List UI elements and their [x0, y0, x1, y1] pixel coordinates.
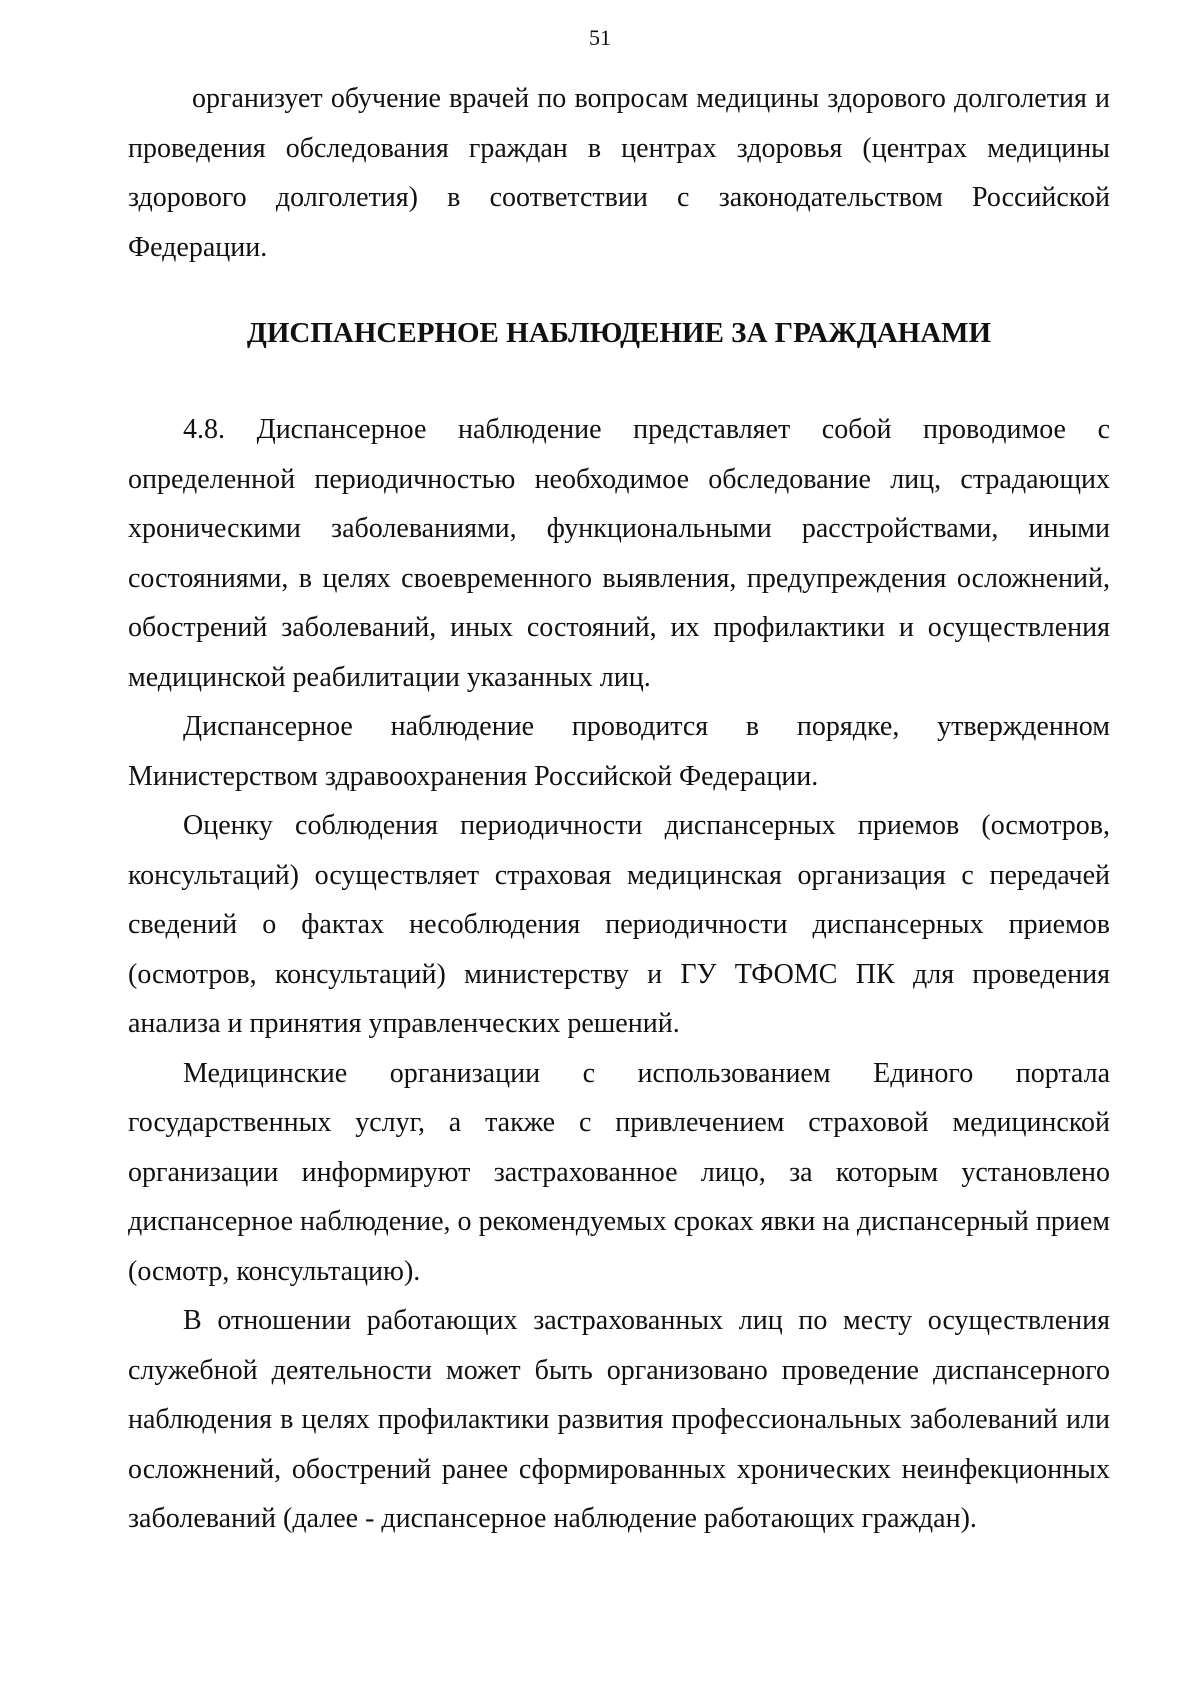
paragraph-procedure: Диспансерное наблюдение проводится в порядке, утвержденном Министерством здравоохранения Российской Федерации. — [128, 711, 1110, 792]
paragraph-working-citizens: В отношении работающих застрахованных лиц по месту осуществления служебной деятельности может быть организовано проведение диспансерного наблюдения в целях профилактики развития профессиональных заболеваний или осложнений, обострений ранее сформированных хронических неинфекционных заболеваний (далее - диспансерное наблюдение работающих граждан). — [128, 1305, 1110, 1534]
paragraph-informing: Медицинские организации с использованием Единого портала государственных услуг, а также с привлечением страховой медицинской организации информируют застрахованное лицо, за которым установлено диспансерное наблюдение, о рекомендуемых сроках явки на диспансерный прием (осмотр, консультацию). — [128, 1057, 1110, 1287]
document-body — [128, 74, 1110, 1544]
paragraph-4-8: 4.8. Диспансерное наблюдение представляет собой проводимое с определенной периодичностью необходимое обследование лиц, страдающих хроническими заболеваниями, функциональными расстройствами, иными состояниями, в целях своевременного выявления, предупреждения осложнений, обострений заболеваний, иных состояний, их профилактики и осуществления медицинской реабилитации указанных лиц. — [128, 414, 1110, 693]
paragraph-periodicity-assessment: Оценку соблюдения периодичности диспансерных приемов (осмотров, консультаций) осуществляет страховая медицинская организация с передачей сведений о фактах несоблюдения периодичности диспансерных приемов (осмотров, консультаций) министерству и ГУ ТФОМС ПК для проведения анализа и принятия управленческих решений. — [128, 810, 1110, 1039]
page-number: 51 — [589, 25, 611, 50]
intro-paragraph: организует обучение врачей по вопросам медицины здорового долголетия и проведения обследования граждан в центрах здоровья (центрах медицины здорового долголетия) в соответствии с законодательством Российской Федерации. — [128, 83, 1110, 263]
section-heading: ДИСПАНСЕРНОЕ НАБЛЮДЕНИЕ ЗА ГРАЖДАНАМИ — [246, 317, 992, 349]
